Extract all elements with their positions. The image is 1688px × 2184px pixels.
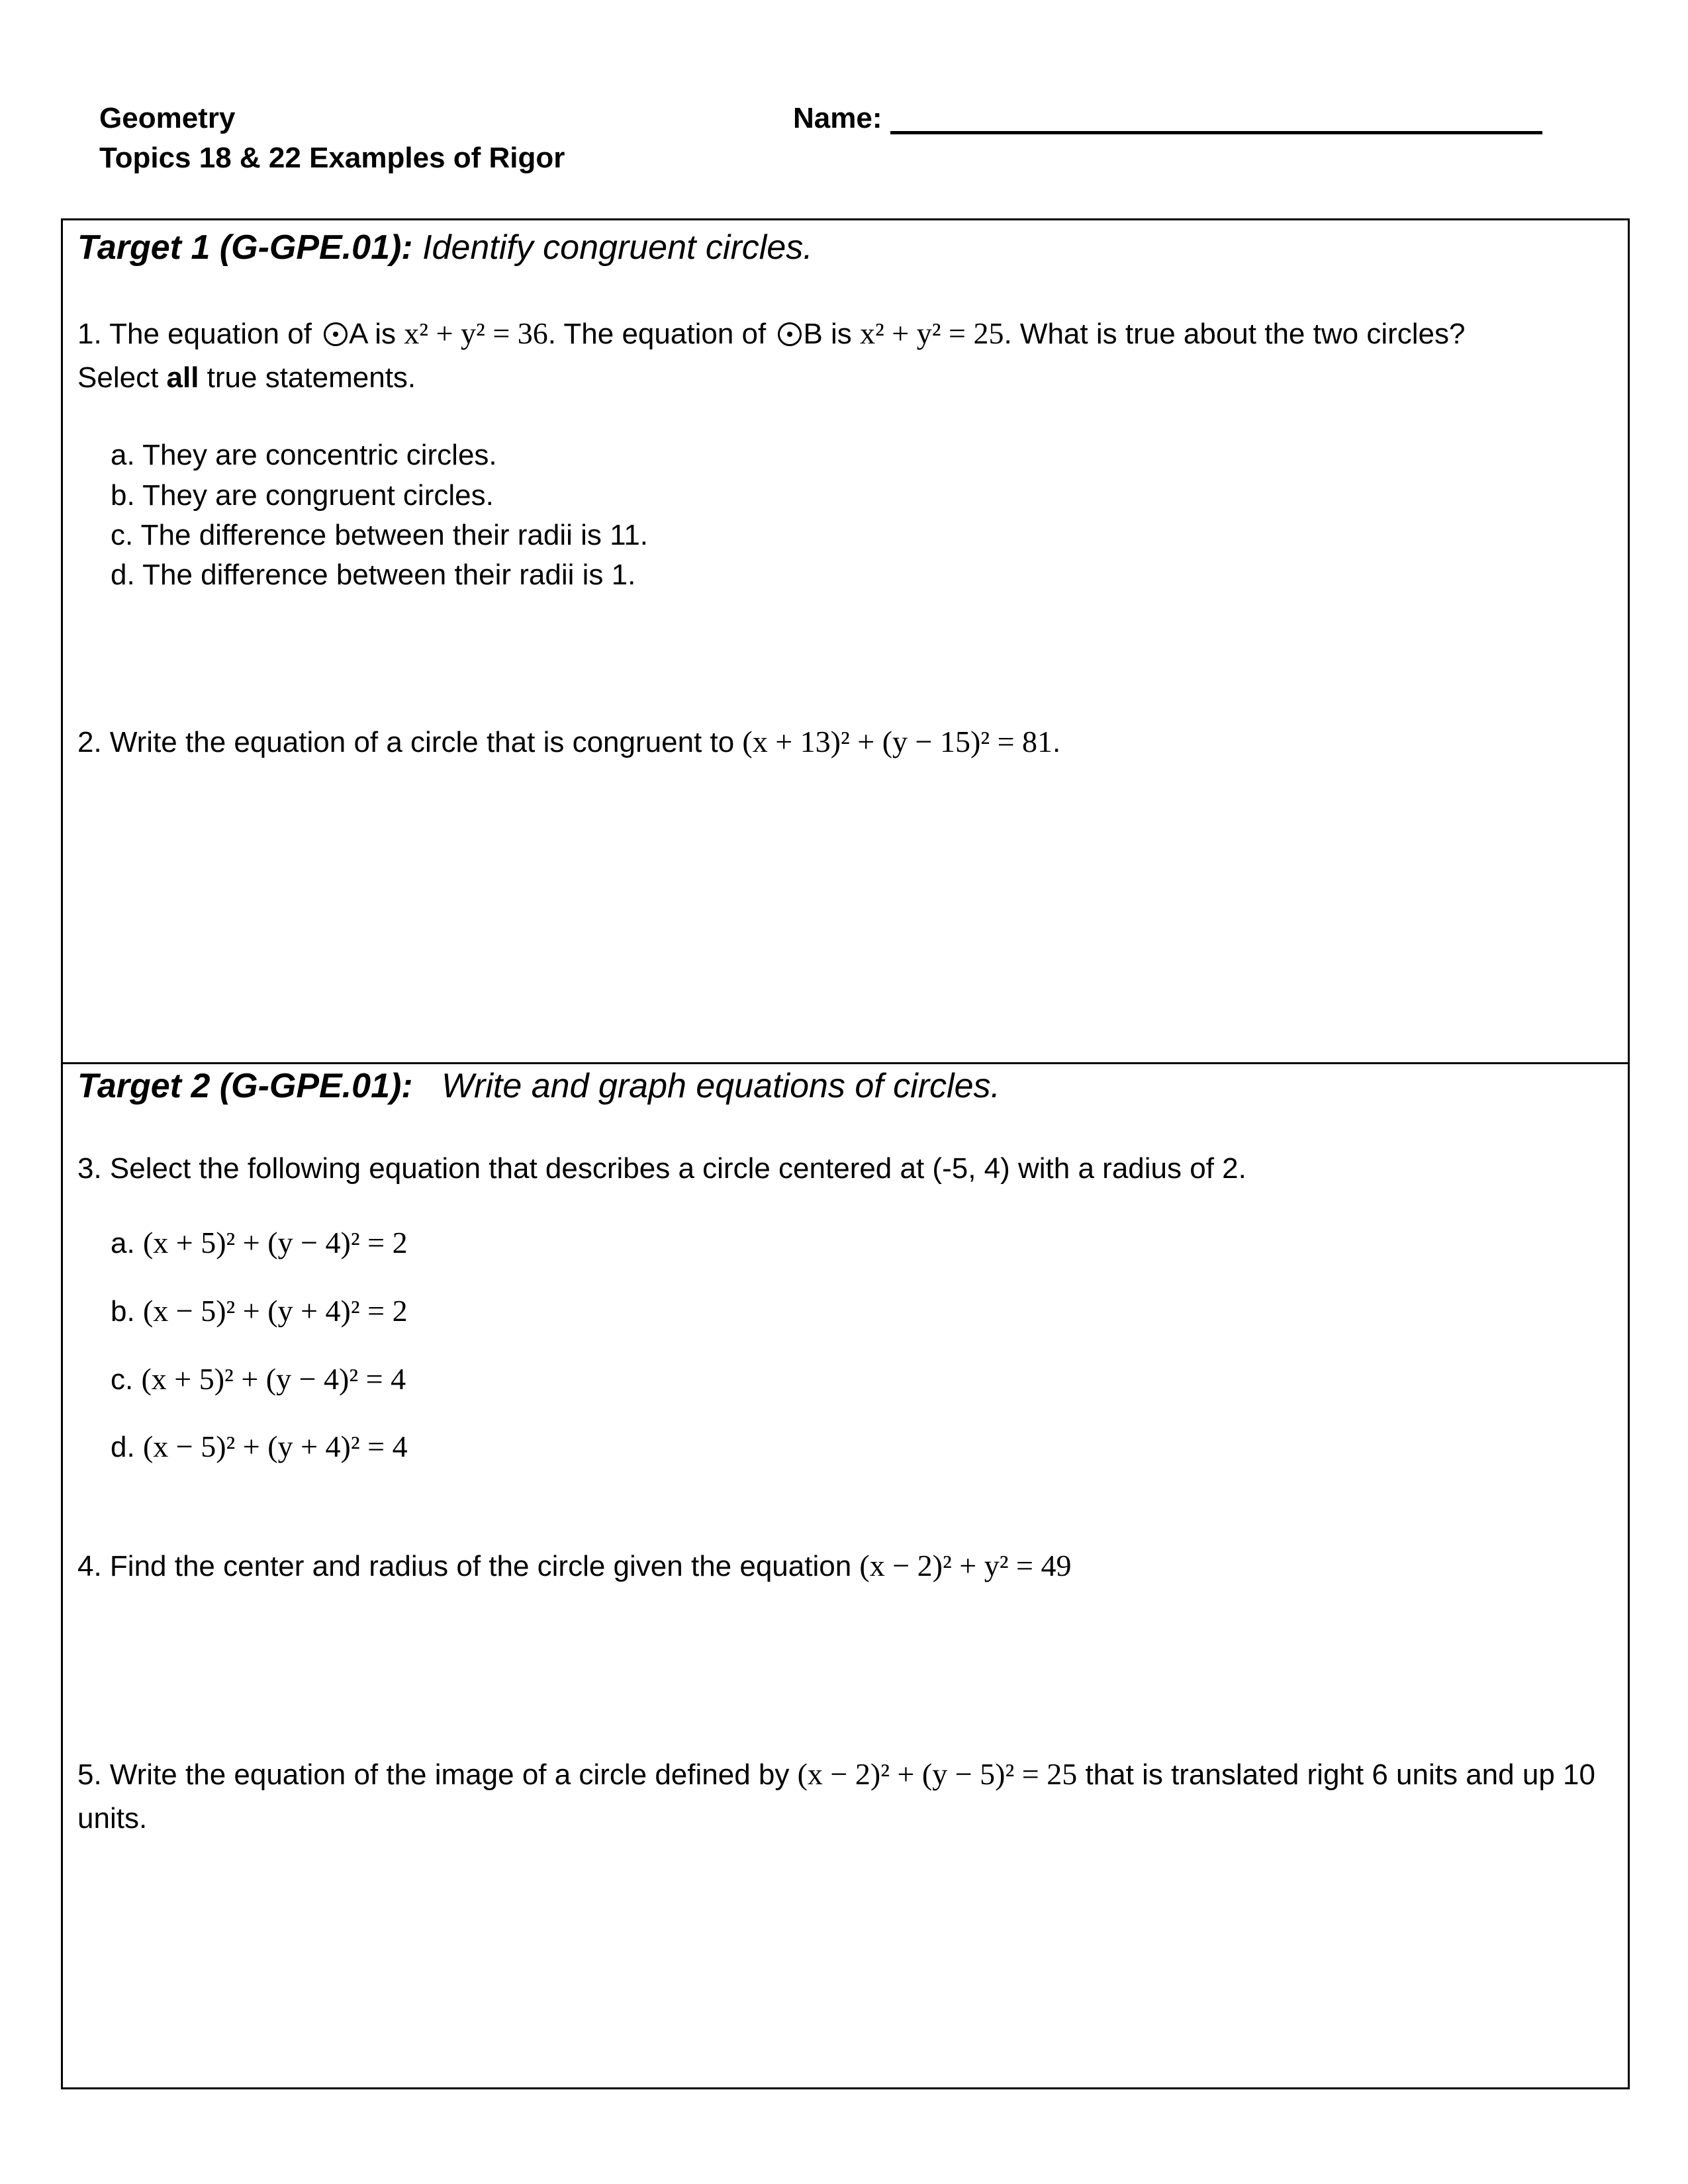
q3-option-b-eq: (x − 5)² + (y + 4)² = 2: [142, 1294, 408, 1328]
q3-option-b-label: b.: [111, 1295, 135, 1328]
q5-text-1: 5. Write the equation of the image of a circle defined by: [77, 1758, 798, 1791]
q2-text: 2. Write the equation of a circle that is congruent to: [77, 726, 743, 758]
name-label: Name:: [793, 102, 882, 134]
circle-dot-icon: [324, 322, 348, 346]
q1-text-4: Select: [77, 361, 167, 394]
q1-text-1: 1. The equation of: [77, 318, 320, 350]
question-4: [77, 1544, 1613, 1588]
subject-title: Geometry: [99, 102, 236, 134]
q1-bold-all: all: [166, 361, 199, 394]
q4-text: 4. Find the center and radius of the circle given the equation: [77, 1550, 860, 1582]
target2-section: [61, 1062, 1630, 2089]
name-blank-line[interactable]: [890, 131, 1542, 134]
target1-code: Target 1 (G-GPE.01):: [77, 228, 413, 267]
target1-heading: [77, 226, 813, 269]
question-3: 3. Select the following equation that describes a circle centered at (-5, 4) with a radius of 2.: [77, 1152, 1246, 1185]
q3-option-d[interactable]: [111, 1427, 408, 1467]
q1-circle-b: B is: [803, 318, 861, 350]
q1-option-c[interactable]: c. The difference between their radii is 11.: [111, 519, 649, 551]
q1-option-b[interactable]: b. They are congruent circles.: [111, 479, 494, 512]
q3-option-c-eq: (x + 5)² + (y − 4)² = 4: [141, 1362, 406, 1396]
topics-title: Topics 18 & 22 Examples of Rigor: [99, 142, 565, 174]
q1-eq-b: x² + y² = 25: [860, 316, 1004, 350]
target2-heading: [77, 1064, 1000, 1108]
q5-eq: (x − 2)² + (y − 5)² = 25: [797, 1757, 1078, 1791]
q1-text-3: . What is true about the two circles?: [1004, 318, 1466, 350]
q1-text-2: . The equation of: [547, 318, 774, 350]
q3-option-c-label: c.: [111, 1363, 134, 1396]
q1-text-5: true statements.: [199, 361, 416, 394]
q1-eq-a: x² + y² = 36: [404, 316, 548, 350]
q3-option-b[interactable]: [111, 1291, 408, 1332]
question-2: [77, 720, 1613, 764]
q1-circle-a: A is: [349, 318, 404, 350]
q4-eq: (x − 2)² + y² = 49: [859, 1549, 1072, 1582]
q1-option-d[interactable]: d. The difference between their radii is 1.: [111, 559, 636, 591]
q3-option-d-label: d.: [111, 1431, 135, 1463]
q3-option-a-eq: (x + 5)² + (y − 4)² = 2: [142, 1226, 408, 1259]
circle-dot-icon: [778, 322, 802, 346]
question-1: [77, 312, 1613, 400]
q1-option-a[interactable]: a. They are concentric circles.: [111, 439, 497, 471]
question-5: [77, 1752, 1613, 1841]
q3-option-c[interactable]: [111, 1359, 406, 1400]
q3-option-d-eq: (x − 5)² + (y + 4)² = 4: [142, 1430, 408, 1463]
q3-option-a-label: a.: [111, 1227, 135, 1259]
target1-section: [61, 218, 1630, 1064]
target1-title: Identify congruent circles.: [422, 228, 813, 267]
q5-text-2: that is translated right 6 units and up 10 units.: [77, 1758, 1595, 1835]
q2-eq: (x + 13)² + (y − 15)² = 81: [742, 725, 1053, 758]
q2-end: .: [1053, 726, 1061, 758]
q3-option-a[interactable]: [111, 1223, 408, 1263]
target2-title: Write and graph equations of circles.: [441, 1067, 1000, 1105]
target2-code: Target 2 (G-GPE.01):: [77, 1067, 413, 1105]
